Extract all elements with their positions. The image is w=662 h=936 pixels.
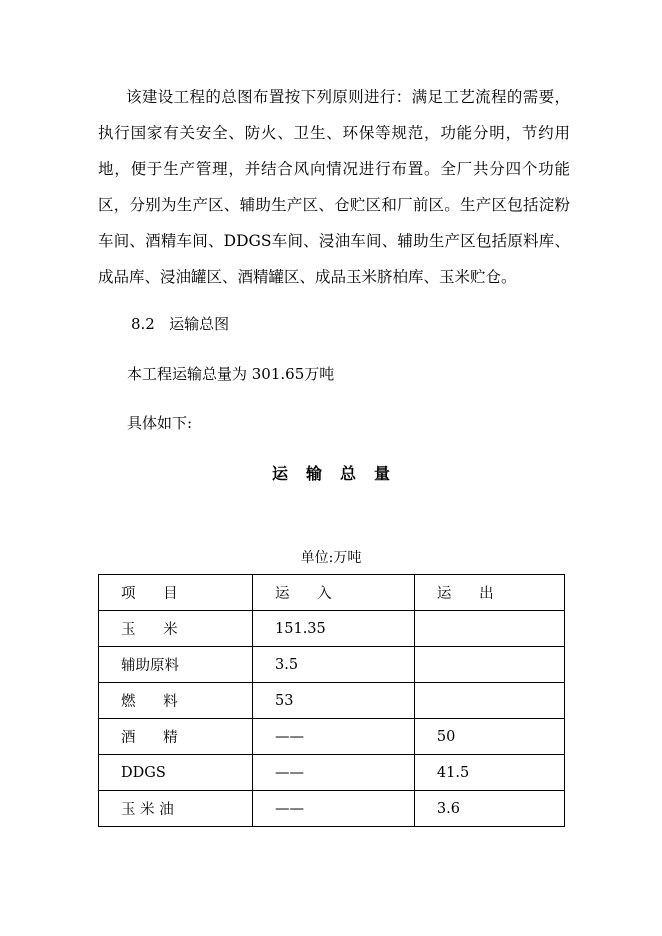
header-outbound: 运 出 — [414, 575, 564, 611]
row-item: 酒 精 — [99, 719, 253, 755]
row-inbound: —— — [253, 755, 415, 791]
table-row — [99, 755, 565, 791]
details-intro-line: 具体如下: — [127, 414, 193, 432]
row-item: 玉 米 — [99, 611, 253, 647]
section-heading — [131, 313, 229, 334]
row-outbound: 41.5 — [414, 755, 564, 791]
row-outbound — [414, 683, 564, 719]
row-item: DDGS — [99, 755, 253, 791]
header-item: 项 目 — [99, 575, 253, 611]
row-outbound: 50 — [414, 719, 564, 755]
transport-volume-table — [98, 574, 565, 827]
table-row — [99, 611, 565, 647]
table-row — [99, 647, 565, 683]
unit-label: 单位:万吨 — [300, 550, 362, 566]
table-title: 运输总量 — [271, 464, 408, 483]
row-outbound — [414, 611, 564, 647]
row-outbound: 3.6 — [414, 791, 564, 827]
row-outbound — [414, 647, 564, 683]
header-inbound: 运 入 — [253, 575, 415, 611]
transport-total-line: 本工程运输总量为 301.65万吨 — [127, 365, 335, 383]
row-inbound: 53 — [253, 683, 415, 719]
row-item: 辅助原料 — [99, 647, 253, 683]
row-item: 燃 料 — [99, 683, 253, 719]
table-row — [99, 719, 565, 755]
row-inbound: —— — [253, 791, 415, 827]
row-item: 玉 米 油 — [99, 791, 253, 827]
intro-paragraph: 该建设工程的总图布置按下列原则进行：满足工艺流程的需要，执行国家有关安全、防火、卫生、环保等规范，功能分明，节约用地，便于生产管理，并结合风向情况进行布置。全厂共分四个功能区，分别为生产区、辅助生产区、仓贮区和厂前区。生产区包括淀粉车间、酒精车间、DDGS车间、浸油车间、辅助生产区包括原料库、成品库、浸油罐区、酒精罐区、成品玉米脐柏库、玉米贮仓。 — [98, 88, 570, 286]
row-inbound: 151.35 — [253, 611, 415, 647]
section-number: 8.2 — [131, 315, 155, 333]
row-inbound: —— — [253, 719, 415, 755]
table-header-row — [99, 575, 565, 611]
section-title: 运输总图 — [169, 315, 230, 333]
table-row — [99, 791, 565, 827]
row-inbound: 3.5 — [253, 647, 415, 683]
table-row — [99, 683, 565, 719]
